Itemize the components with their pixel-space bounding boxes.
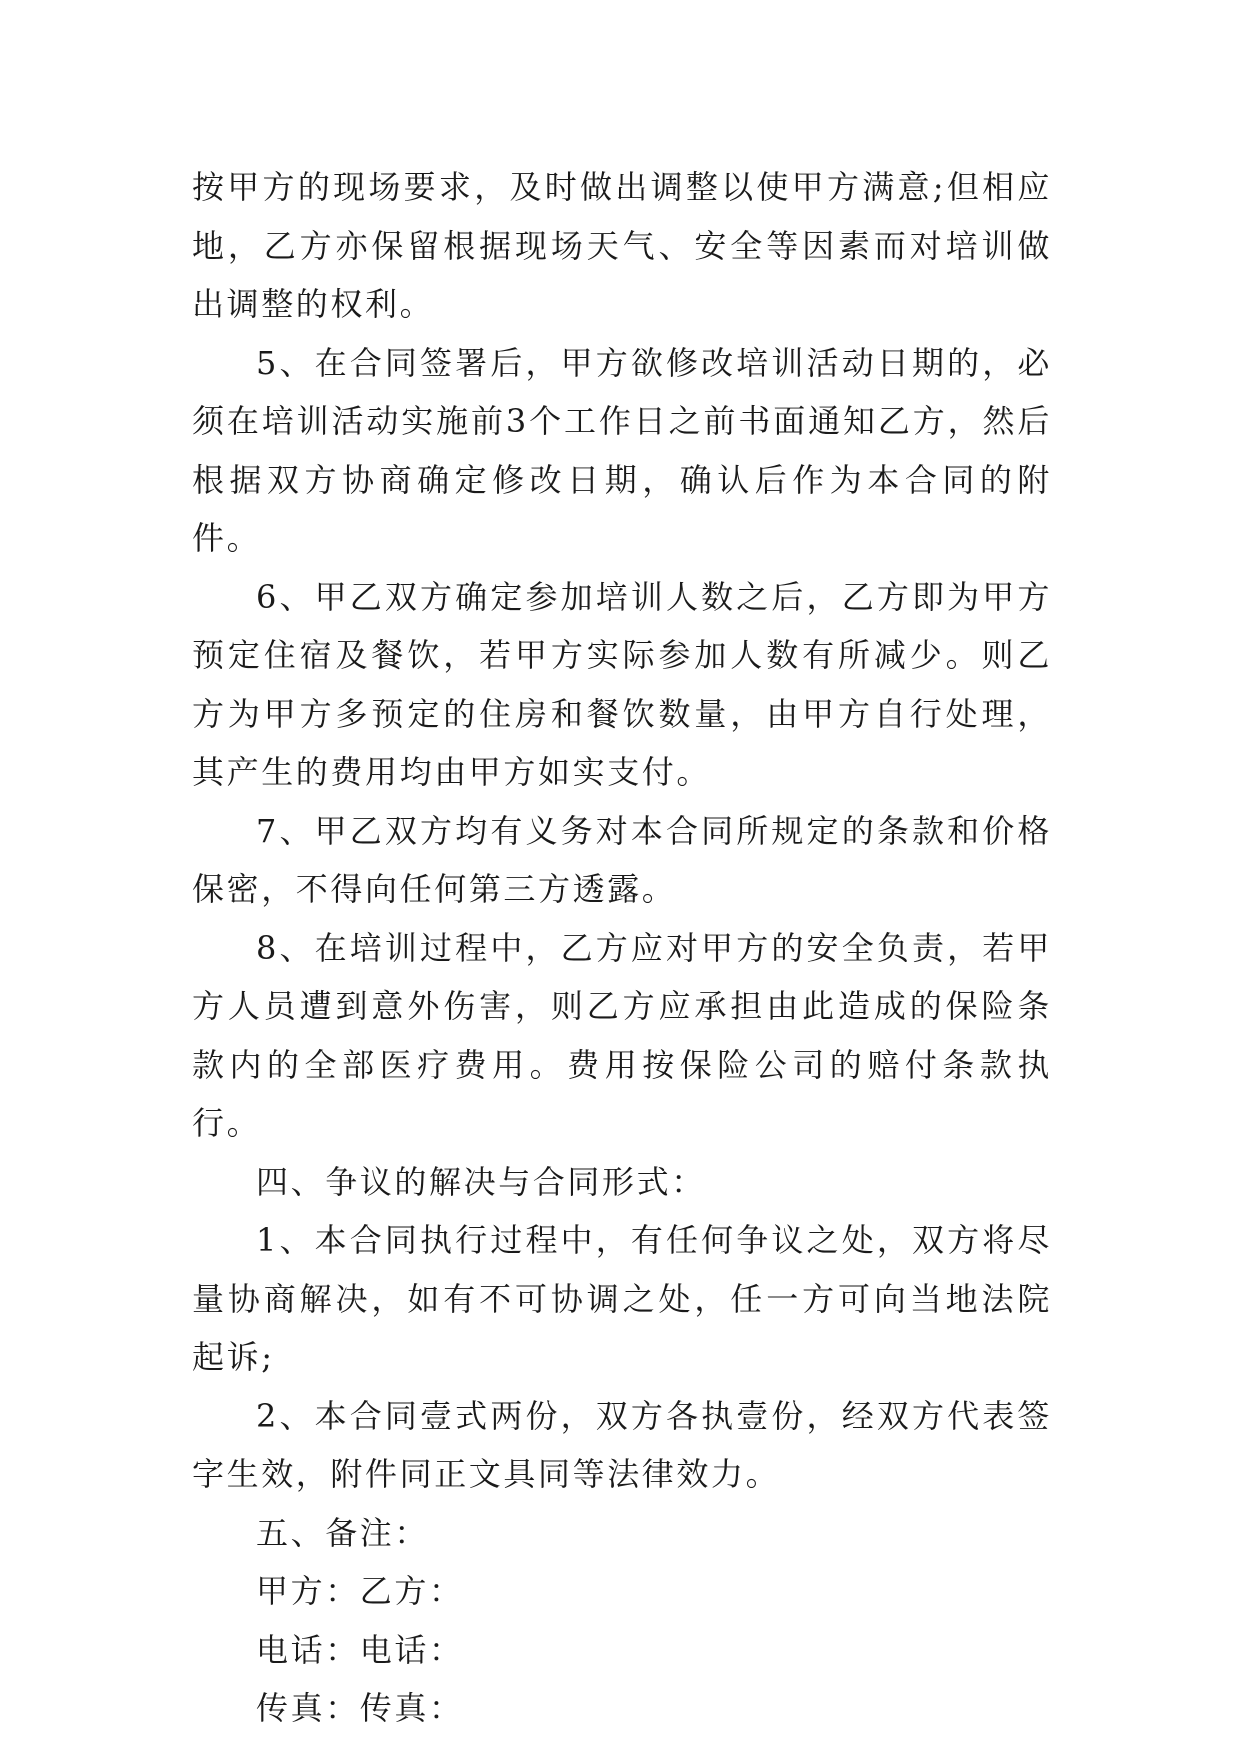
- clause-5: 5、在合同签署后，甲方欲修改培训活动日期的，必须在培训活动实施前3个工作日之前书面通知乙方，然后根据双方协商确定修改日期，确认后作为本合同的附件。: [192, 343, 1052, 557]
- section-heading-remarks: 五、备注：: [256, 1513, 430, 1552]
- section-heading-dispute: 四、争议的解决与合同形式：: [256, 1162, 706, 1201]
- dispute-clause-1: 1、本合同执行过程中，有任何争议之处，双方将尽量协商解决，如有不可协调之处，任一方可向当地法院起诉;: [192, 1221, 1052, 1376]
- clause-6: 6、甲乙双方确定参加培训人数之后，乙方即为甲方预定住宿及餐饮，若甲方实际参加人数有所减少。则乙方为甲方多预定的住房和餐饮数量，由甲方自行处理，其产生的费用均由甲方如实支付。: [192, 577, 1052, 791]
- clause-8: 8、在培训过程中，乙方应对甲方的安全负责，若甲方人员遭到意外伤害，则乙方应承担由此造成的保险条款内的全部医疗费用。费用按保险公司的赔付条款执行。: [192, 928, 1052, 1142]
- signature-fax-line: 传真：传真：: [256, 1689, 464, 1727]
- signature-party-line: 甲方：乙方：: [256, 1572, 464, 1610]
- clause-7: 7、甲乙双方均有义务对本合同所规定的条款和价格保密，不得向任何第三方透露。: [192, 811, 1052, 908]
- signature-phone-line: 电话：电话：: [256, 1630, 464, 1669]
- paragraph-continuation: 按甲方的现场要求，及时做出调整以使甲方满意;但相应地，乙方亦保留根据现场天气、安全等因素而对培训做出调整的权利。: [192, 168, 1052, 323]
- dispute-clause-2: 2、本合同壹式两份，双方各执壹份，经双方代表签字生效，附件同正文具同等法律效力。: [192, 1396, 1052, 1493]
- contract-body: [192, 158, 1052, 1738]
